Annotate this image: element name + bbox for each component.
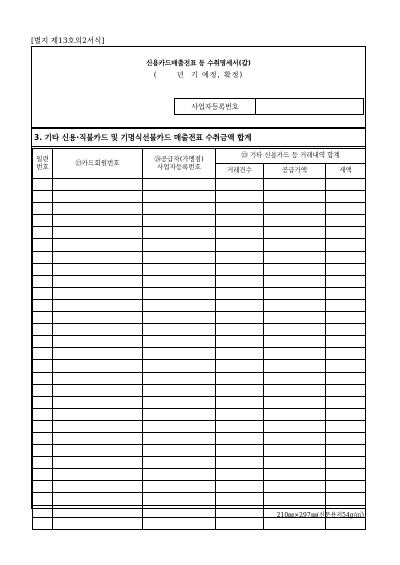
card-member-cell[interactable] <box>53 445 143 457</box>
supplier-cell[interactable] <box>143 312 216 324</box>
card-member-cell[interactable] <box>53 408 143 420</box>
table-row <box>33 360 366 372</box>
amount-cell[interactable] <box>264 191 326 203</box>
count-cell[interactable] <box>216 396 264 408</box>
count-cell[interactable] <box>216 457 264 469</box>
table-row <box>33 179 366 191</box>
serial-cell[interactable] <box>33 481 53 493</box>
count-header: 거래건수 <box>216 164 264 179</box>
count-cell[interactable] <box>216 299 264 311</box>
table-row <box>33 457 366 469</box>
table-row <box>33 396 366 408</box>
serial-cell[interactable] <box>33 287 53 299</box>
card-member-cell[interactable] <box>53 348 143 360</box>
card-member-cell[interactable] <box>53 312 143 324</box>
count-cell[interactable] <box>216 360 264 372</box>
supplier-cell[interactable] <box>143 505 216 517</box>
card-member-cell[interactable] <box>53 275 143 287</box>
card-member-cell[interactable] <box>53 360 143 372</box>
amount-cell[interactable] <box>264 408 326 420</box>
count-cell[interactable] <box>216 215 264 227</box>
supplier-cell[interactable] <box>143 396 216 408</box>
amount-cell[interactable] <box>264 396 326 408</box>
form-subtitle: ( 년 기 예정, 확정) <box>153 71 244 79</box>
supplier-cell[interactable] <box>143 251 216 263</box>
table-row <box>33 336 366 348</box>
table-row <box>33 432 366 444</box>
serial-cell[interactable] <box>33 372 53 384</box>
form-title: 신용카드매출전표 등 수취명세서(갑) <box>146 59 251 67</box>
serial-cell[interactable] <box>33 251 53 263</box>
supplier-cell[interactable] <box>143 287 216 299</box>
serial-cell[interactable] <box>33 457 53 469</box>
tax-cell[interactable] <box>326 324 366 336</box>
count-cell[interactable] <box>216 203 264 215</box>
tax-cell[interactable] <box>326 372 366 384</box>
table-row <box>33 263 366 275</box>
amount-cell[interactable] <box>264 457 326 469</box>
tax-cell[interactable] <box>326 445 366 457</box>
count-cell[interactable] <box>216 263 264 275</box>
card-member-cell[interactable] <box>53 457 143 469</box>
amount-cell[interactable] <box>264 493 326 505</box>
card-member-cell[interactable] <box>53 432 143 444</box>
count-cell[interactable] <box>216 384 264 396</box>
count-cell[interactable] <box>216 469 264 481</box>
card-member-cell[interactable] <box>53 239 143 251</box>
card-member-cell[interactable] <box>53 227 143 239</box>
tax-cell[interactable] <box>326 360 366 372</box>
count-cell[interactable] <box>216 239 264 251</box>
table-row <box>33 191 366 203</box>
amount-cell[interactable] <box>264 239 326 251</box>
tax-cell[interactable] <box>326 191 366 203</box>
card-member-cell[interactable] <box>53 191 143 203</box>
card-member-cell[interactable] <box>53 384 143 396</box>
tax-cell[interactable] <box>326 420 366 432</box>
tax-cell[interactable] <box>326 215 366 227</box>
supplier-cell[interactable] <box>143 239 216 251</box>
supplier-cell[interactable] <box>143 336 216 348</box>
count-cell[interactable] <box>216 348 264 360</box>
tax-cell[interactable] <box>326 263 366 275</box>
table-row <box>33 420 366 432</box>
table-row <box>33 299 366 311</box>
table-row <box>33 324 366 336</box>
amount-cell[interactable] <box>264 445 326 457</box>
table-row <box>33 348 366 360</box>
table-row <box>33 227 366 239</box>
supplier-cell[interactable] <box>143 517 216 529</box>
count-cell[interactable] <box>216 227 264 239</box>
tax-cell[interactable] <box>326 396 366 408</box>
amount-cell[interactable] <box>264 287 326 299</box>
table-row <box>33 372 366 384</box>
table-row <box>33 445 366 457</box>
amount-cell[interactable] <box>264 263 326 275</box>
amount-cell[interactable] <box>264 324 326 336</box>
serial-cell[interactable] <box>33 203 53 215</box>
card-member-cell[interactable] <box>53 263 143 275</box>
card-member-header: ㉓카드회원번호 <box>53 149 143 179</box>
supplier-cell[interactable] <box>143 432 216 444</box>
serial-cell[interactable] <box>33 396 53 408</box>
transactions-table <box>32 148 366 530</box>
count-cell[interactable] <box>216 312 264 324</box>
serial-cell[interactable] <box>33 408 53 420</box>
supplier-header: ㉔공급자(가맹점) 사업자등록번호 <box>143 149 216 179</box>
tax-cell[interactable] <box>326 336 366 348</box>
card-member-cell[interactable] <box>53 251 143 263</box>
card-member-cell[interactable] <box>53 324 143 336</box>
serial-cell[interactable] <box>33 227 53 239</box>
amount-cell[interactable] <box>264 275 326 287</box>
card-member-cell[interactable] <box>53 420 143 432</box>
amount-cell[interactable] <box>264 203 326 215</box>
serial-cell[interactable] <box>33 312 53 324</box>
tax-cell[interactable] <box>326 299 366 311</box>
table-row <box>33 287 366 299</box>
card-member-cell[interactable] <box>53 215 143 227</box>
count-cell[interactable] <box>216 481 264 493</box>
amount-header: 공급가액 <box>264 164 326 179</box>
serial-cell[interactable] <box>33 239 53 251</box>
tax-cell[interactable] <box>326 493 366 505</box>
supplier-cell[interactable] <box>143 215 216 227</box>
serial-cell[interactable] <box>33 336 53 348</box>
amount-cell[interactable] <box>264 251 326 263</box>
tax-cell[interactable] <box>326 251 366 263</box>
card-member-cell[interactable] <box>53 493 143 505</box>
serial-cell[interactable] <box>33 384 53 396</box>
count-cell[interactable] <box>216 191 264 203</box>
amount-cell[interactable] <box>264 348 326 360</box>
serial-cell[interactable] <box>33 432 53 444</box>
supplier-cell[interactable] <box>143 372 216 384</box>
table-row <box>33 493 366 505</box>
card-member-cell[interactable] <box>53 299 143 311</box>
card-member-cell[interactable] <box>53 481 143 493</box>
supplier-cell[interactable] <box>143 493 216 505</box>
table-row <box>33 203 366 215</box>
supplier-cell[interactable] <box>143 445 216 457</box>
tax-cell[interactable] <box>326 457 366 469</box>
tax-cell[interactable] <box>326 275 366 287</box>
table-row <box>33 215 366 227</box>
count-cell[interactable] <box>216 336 264 348</box>
count-cell[interactable] <box>216 517 264 529</box>
serial-cell[interactable] <box>33 275 53 287</box>
supplier-cell[interactable] <box>143 360 216 372</box>
card-member-cell[interactable] <box>53 396 143 408</box>
amount-cell[interactable] <box>264 420 326 432</box>
serial-cell[interactable] <box>33 263 53 275</box>
count-cell[interactable] <box>216 505 264 517</box>
table-row <box>33 481 366 493</box>
serial-cell[interactable] <box>33 191 53 203</box>
amount-cell[interactable] <box>264 469 326 481</box>
card-member-cell[interactable] <box>53 372 143 384</box>
tax-cell[interactable] <box>326 203 366 215</box>
supplier-cell[interactable] <box>143 348 216 360</box>
supplier-cell[interactable] <box>143 408 216 420</box>
tax-cell[interactable] <box>326 432 366 444</box>
tax-cell[interactable] <box>326 469 366 481</box>
amount-cell[interactable] <box>264 227 326 239</box>
count-cell[interactable] <box>216 287 264 299</box>
form-number: [별지 제13호의2서식] <box>31 36 105 45</box>
count-cell[interactable] <box>216 179 264 191</box>
table-row <box>33 239 366 251</box>
supplier-cell[interactable] <box>143 481 216 493</box>
section-title: 3. 기타 신용·직불카드 및 기명식선불카드 매출전표 수취금액 합계 <box>32 127 365 147</box>
card-member-cell[interactable] <box>53 336 143 348</box>
table-row <box>33 312 366 324</box>
count-cell[interactable] <box>216 324 264 336</box>
tax-header: 세액 <box>326 164 366 179</box>
tax-cell[interactable] <box>326 179 366 191</box>
count-cell[interactable] <box>216 493 264 505</box>
card-member-cell[interactable] <box>53 469 143 481</box>
supplier-cell[interactable] <box>143 384 216 396</box>
amount-cell[interactable] <box>264 215 326 227</box>
business-number-field[interactable] <box>256 99 363 114</box>
count-cell[interactable] <box>216 408 264 420</box>
tax-cell[interactable] <box>326 481 366 493</box>
tax-cell[interactable] <box>326 312 366 324</box>
card-member-cell[interactable] <box>53 505 143 517</box>
supplier-cell[interactable] <box>143 203 216 215</box>
supplier-cell[interactable] <box>143 275 216 287</box>
supplier-cell[interactable] <box>143 469 216 481</box>
supplier-cell[interactable] <box>143 324 216 336</box>
card-member-cell[interactable] <box>53 517 143 529</box>
card-member-cell[interactable] <box>53 287 143 299</box>
card-member-cell[interactable] <box>53 179 143 191</box>
serial-cell[interactable] <box>33 493 53 505</box>
tax-cell[interactable] <box>326 287 366 299</box>
tax-cell[interactable] <box>326 239 366 251</box>
amount-cell[interactable] <box>264 360 326 372</box>
serial-cell[interactable] <box>33 348 53 360</box>
amount-cell[interactable] <box>264 299 326 311</box>
tax-cell[interactable] <box>326 227 366 239</box>
amount-cell[interactable] <box>264 372 326 384</box>
table-row <box>33 384 366 396</box>
serial-cell[interactable] <box>33 517 53 529</box>
supplier-cell[interactable] <box>143 191 216 203</box>
supplier-cell[interactable] <box>143 299 216 311</box>
amount-cell[interactable] <box>264 336 326 348</box>
tax-cell[interactable] <box>326 348 366 360</box>
serial-cell[interactable] <box>33 215 53 227</box>
table-row <box>33 251 366 263</box>
table-row <box>33 408 366 420</box>
serial-cell[interactable] <box>33 360 53 372</box>
business-number-label: 사업자등록번호 <box>175 99 256 114</box>
supplier-cell[interactable] <box>143 179 216 191</box>
paper-spec: 210㎜×297㎜(신문용지54g/㎡) <box>276 512 364 519</box>
serial-cell[interactable] <box>33 324 53 336</box>
amount-cell[interactable] <box>264 384 326 396</box>
serial-cell[interactable] <box>33 179 53 191</box>
supplier-cell[interactable] <box>143 457 216 469</box>
amount-cell[interactable] <box>264 312 326 324</box>
business-number-box <box>174 98 364 115</box>
supplier-cell[interactable] <box>143 420 216 432</box>
count-cell[interactable] <box>216 251 264 263</box>
count-cell[interactable] <box>216 275 264 287</box>
serial-cell[interactable] <box>33 420 53 432</box>
tax-cell[interactable] <box>326 384 366 396</box>
tax-cell[interactable] <box>326 408 366 420</box>
serial-cell[interactable] <box>33 505 53 517</box>
serial-cell[interactable] <box>33 469 53 481</box>
amount-cell[interactable] <box>264 179 326 191</box>
card-member-cell[interactable] <box>53 203 143 215</box>
serial-header: 일련 번호 <box>33 149 53 179</box>
amount-cell[interactable] <box>264 432 326 444</box>
amount-cell[interactable] <box>264 481 326 493</box>
count-cell[interactable] <box>216 445 264 457</box>
table-row <box>33 469 366 481</box>
count-cell[interactable] <box>216 432 264 444</box>
count-cell[interactable] <box>216 372 264 384</box>
supplier-cell[interactable] <box>143 263 216 275</box>
serial-cell[interactable] <box>33 299 53 311</box>
table-row <box>33 275 366 287</box>
supplier-cell[interactable] <box>143 227 216 239</box>
other-total-header: ㉕ 기타 신용카드 등 거래내역 합계 <box>216 149 366 164</box>
count-cell[interactable] <box>216 420 264 432</box>
serial-cell[interactable] <box>33 445 53 457</box>
